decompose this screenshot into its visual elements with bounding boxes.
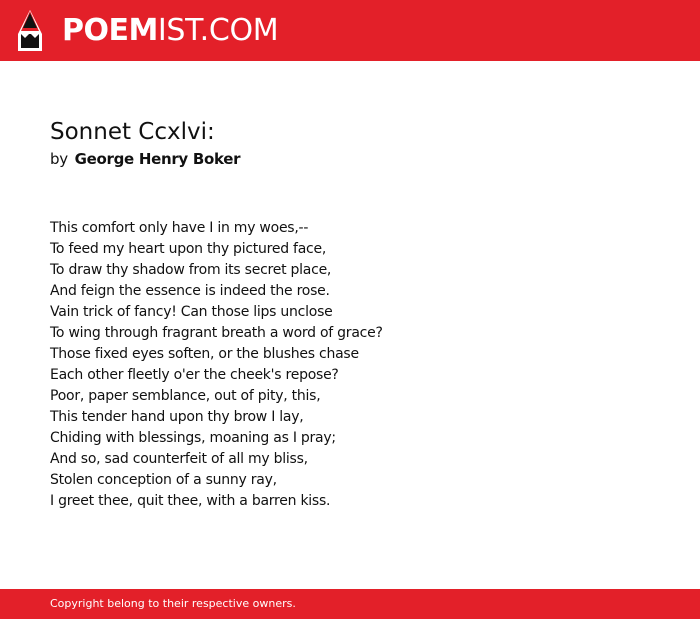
byline-label: by — [50, 150, 68, 168]
copyright-notice: Copyright belong to their respective owners. — [50, 597, 296, 610]
poem-line: Each other fleetly o'er the cheek's repose? — [50, 367, 339, 383]
poem-line: And so, sad counterfeit of all my bliss, — [50, 451, 308, 467]
poem-line: I greet thee, quit thee, with a barren kiss. — [50, 493, 331, 509]
logo-bold-text: POEM — [62, 13, 158, 48]
poem-title: Sonnet Ccxlvi: — [50, 119, 215, 145]
poem-line: Stolen conception of a sunny ray, — [50, 472, 277, 488]
logo-light-text: IST.COM — [157, 13, 279, 48]
byline — [50, 149, 240, 169]
author-name: George Henry Boker — [74, 150, 241, 168]
poem-line: Poor, paper semblance, out of pity, this, — [50, 388, 321, 404]
poem-line: Vain trick of fancy! Can those lips unclose — [50, 304, 333, 320]
poem-line: To feed my heart upon thy pictured face, — [50, 241, 327, 257]
poem-line: To draw thy shadow from its secret place, — [50, 262, 332, 278]
poem-line: Chiding with blessings, moaning as I pray; — [50, 430, 336, 446]
poem-body — [50, 218, 650, 512]
site-logo[interactable] — [62, 13, 278, 49]
pencil-tip-icon[interactable] — [18, 10, 42, 51]
poem-line: To wing through fragrant breath a word of grace? — [50, 325, 383, 341]
site-footer — [0, 589, 700, 619]
poem-line: This comfort only have I in my woes,-- — [50, 220, 309, 236]
site-header — [0, 0, 700, 61]
poem-line: And feign the essence is indeed the rose. — [50, 283, 330, 299]
poem-line: Those fixed eyes soften, or the blushes chase — [50, 346, 359, 362]
poem-line: This tender hand upon thy brow I lay, — [50, 409, 304, 425]
